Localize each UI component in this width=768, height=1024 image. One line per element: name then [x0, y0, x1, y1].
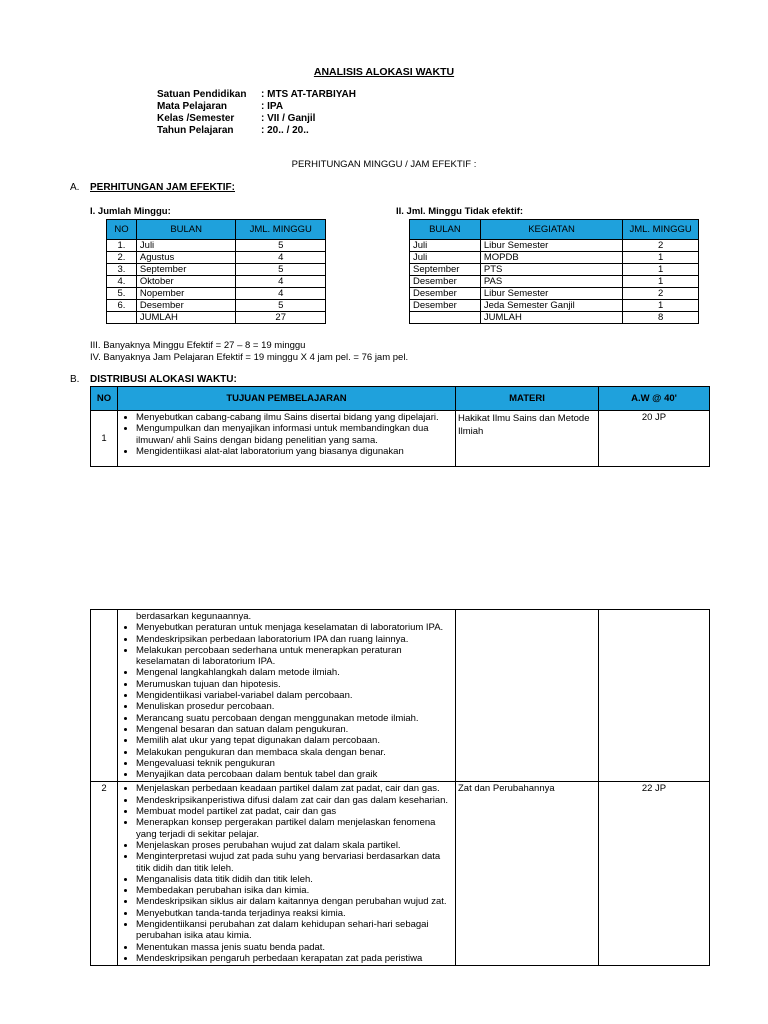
table-row: [107, 288, 326, 300]
jumlah-minggu-table: [106, 219, 326, 324]
note-jam-efektif: IV. Banyaknya Jam Pelajaran Efektif = 19 minggu X 4 jam pel. = 76 jam pel.: [90, 351, 409, 363]
meta-key: Tahun Pelajaran: [157, 125, 234, 136]
meta-row: [157, 113, 356, 125]
list-item: • Mengenal besaran dan satuan dalam pengukuran.: [136, 724, 453, 735]
table-cell: Desember: [410, 288, 481, 300]
meta-value: : 20.. / 20..: [261, 125, 309, 136]
list-item: • Membedakan perubahan isika dan kimia.: [136, 885, 453, 896]
list-item: • Menuliskan prosedur percobaan.: [136, 701, 453, 712]
total-value: 8: [623, 312, 699, 324]
table-cell: Libur Semester: [480, 288, 622, 300]
list-item: • Mengidentiikasi alat-alat laboratorium yang biasanya digunakan: [136, 446, 453, 457]
meta-value: : IPA: [261, 101, 284, 112]
total-label: JUMLAH: [480, 312, 622, 324]
table-cell: 4: [236, 288, 326, 300]
list-item: • Mengidentiikansi perubahan zat dalam kehidupan sehari-hari sebagai perubahan isika atau kimia.: [136, 919, 453, 942]
table-cell: Desember: [410, 300, 481, 312]
table2-label: II. Jml. Minggu Tidak efektif:: [396, 206, 524, 217]
section-title: PERHITUNGAN JAM EFEKTIF:: [90, 182, 235, 193]
table-row: [410, 300, 699, 312]
total-label: JUMLAH: [136, 312, 236, 324]
col-header: BULAN: [136, 220, 236, 240]
col-header: BULAN: [410, 220, 481, 240]
table-row: [91, 610, 710, 782]
table-cell: 5: [236, 264, 326, 276]
table-row: [107, 300, 326, 312]
table-cell: 5: [236, 300, 326, 312]
table-cell: Desember: [410, 276, 481, 288]
col-header: JML. MINGGU: [623, 220, 699, 240]
col-header-aw: A.W @ 40': [599, 387, 710, 411]
distribusi-table-part1: [90, 386, 710, 467]
section-letter: A.: [70, 182, 80, 193]
table-row: [410, 288, 699, 300]
list-item: • Menyajikan data percobaan dalam bentuk tabel dan graik: [136, 769, 453, 780]
list-item: • Menjelaskan perbedaan keadaan partikel dalam zat padat, cair dan gas.: [136, 783, 453, 794]
list-item: • Mendeskripsikan perbedaan laboratorium IPA dan ruang lainnya.: [136, 634, 453, 645]
list-item: • Mengenal langkahlangkah dalam metode ilmiah.: [136, 667, 453, 678]
meta-row: [157, 101, 356, 113]
table-cell: September: [136, 264, 236, 276]
table-cell: Agustus: [136, 252, 236, 264]
list-item: • Menentukan massa jenis suatu benda padat.: [136, 942, 453, 953]
list-item: • Menganalisis data titik didih dan titik leleh.: [136, 874, 453, 885]
table-cell: [107, 312, 137, 324]
table-row: [107, 240, 326, 252]
table-cell: 2: [623, 240, 699, 252]
tujuan-cell: [118, 411, 456, 467]
table-cell: 3.: [107, 264, 137, 276]
tujuan-cell: [118, 782, 456, 966]
table-row: [91, 782, 710, 966]
table-cell: Juli: [136, 240, 236, 252]
table-cell: 2.: [107, 252, 137, 264]
materi-cell: [456, 610, 599, 782]
total-value: 27: [236, 312, 326, 324]
page-title: ANALISIS ALOKASI WAKTU: [313, 66, 455, 78]
note-minggu-efektif: III. Banyaknya Minggu Efektif = 27 – 8 = 19 minggu: [90, 340, 306, 351]
list-item: • Menyebutkan tanda-tanda terjadinya reaksi kimia.: [136, 908, 453, 919]
section-b-heading: [70, 374, 237, 385]
table1-label: I. Jumlah Minggu:: [90, 206, 171, 217]
tujuan-cell: [118, 610, 456, 782]
table-cell: Nopember: [136, 288, 236, 300]
col-header-materi: MATERI: [456, 387, 599, 411]
table-cell: Jeda Semester Ganjil: [480, 300, 622, 312]
meta-key: Mata Pelajaran: [157, 101, 228, 112]
row-number: 2: [91, 782, 118, 966]
meta-value: : VII / Ganjil: [261, 113, 316, 124]
list-item: • Mendeskripsikanperistiwa difusi dalam zat cair dan gas dalam keseharian.: [136, 795, 453, 806]
table-row: [107, 252, 326, 264]
table-cell: Juli: [410, 252, 481, 264]
list-item: • Mengevaluasi teknik pengukuran: [136, 758, 453, 769]
meta-value: : MTS AT-TARBIYAH: [261, 89, 356, 100]
subheading: PERHITUNGAN MINGGU / JAM EFEKTIF :: [291, 159, 477, 170]
table-row: [410, 264, 699, 276]
list-item: • Menyebutkan cabang-cabang ilmu Sains disertai bidang yang dipelajari.: [136, 412, 453, 423]
materi-cell: Zat dan Perubahannya: [456, 782, 599, 966]
meta-row: [157, 125, 356, 137]
table-cell: 4: [236, 276, 326, 288]
col-header-tujuan: TUJUAN PEMBELAJARAN: [118, 387, 456, 411]
col-header: JML. MINGGU: [236, 220, 326, 240]
section-title: DISTRIBUSI ALOKASI WAKTU:: [90, 374, 237, 385]
table-cell: [410, 312, 481, 324]
aw-cell: 20 JP: [599, 411, 710, 467]
meta-row: [157, 89, 356, 101]
section-letter: B.: [70, 374, 80, 385]
table-row: [410, 240, 699, 252]
total-row: [410, 312, 699, 324]
list-item: • Memilih alat ukur yang tepat digunakan dalam percobaan.: [136, 735, 453, 746]
list-item: • Mendeskripsikan pengaruh perbedaan kerapatan zat pada peristiwa: [136, 953, 453, 964]
row-number: 1: [91, 411, 118, 467]
table-cell: 6.: [107, 300, 137, 312]
list-item: • Membuat model partikel zat padat, cair dan gas: [136, 806, 453, 817]
list-item: • Menginterpretasi wujud zat pada suhu yang bervariasi berdasarkan data titik didih dan titik leleh.: [136, 851, 453, 874]
list-item: • Merancang suatu percobaan dengan menggunakan metode ilmiah.: [136, 713, 453, 724]
table-cell: PTS: [480, 264, 622, 276]
row-number: [91, 610, 118, 782]
list-item: • Mengumpulkan dan menyajikan informasi untuk membandingkan dua ilmuwan/ ahli Sains dengan bidang penelitian yang sama.: [136, 423, 453, 446]
table-cell: 1: [623, 252, 699, 264]
table-cell: PAS: [480, 276, 622, 288]
table-row: [410, 276, 699, 288]
table-cell: 1.: [107, 240, 137, 252]
identity-block: [157, 89, 356, 137]
table-row: [410, 252, 699, 264]
table-cell: 1: [623, 264, 699, 276]
table-cell: MOPDB: [480, 252, 622, 264]
meta-key: Satuan Pendidikan: [157, 89, 247, 100]
table-row: [91, 411, 710, 467]
list-item: • Melakukan pengukuran dan membaca skala dengan benar.: [136, 747, 453, 758]
table-cell: 5.: [107, 288, 137, 300]
list-item: • Merumuskan tujuan dan hipotesis.: [136, 679, 453, 690]
table-row: [107, 276, 326, 288]
table-cell: 1: [623, 276, 699, 288]
table-cell: 4.: [107, 276, 137, 288]
materi-cell: Hakikat Ilmu Sains dan Metode Ilmiah: [456, 411, 599, 467]
notes: [90, 340, 408, 363]
table-cell: Oktober: [136, 276, 236, 288]
col-header: NO: [107, 220, 137, 240]
table-row: [107, 264, 326, 276]
table-cell: Libur Semester: [480, 240, 622, 252]
list-item: • Mendeskripsikan siklus air dalam kaitannya dengan perubahan wujud zat.: [136, 896, 453, 907]
list-item: berdasarkan kegunaannya.: [136, 611, 252, 622]
list-item: • Menyebutkan peraturan untuk menjaga keselamatan di laboratorium IPA.: [136, 622, 453, 633]
col-header: KEGIATAN: [480, 220, 622, 240]
distribusi-table-part2: [90, 609, 710, 966]
list-item: • Menerapkan konsep pergerakan partikel dalam menjelaskan fenomena yang terjadi di sekitar pelajar.: [136, 817, 453, 840]
table-cell: Desember: [136, 300, 236, 312]
total-row: [107, 312, 326, 324]
table-cell: 4: [236, 252, 326, 264]
table-cell: 1: [623, 300, 699, 312]
table-cell: 2: [623, 288, 699, 300]
meta-key: Kelas /Semester: [157, 113, 235, 124]
table-cell: September: [410, 264, 481, 276]
list-item: • Melakukan percobaan sederhana untuk menerapkan peraturan keselamatan di laboratorium IPA.: [136, 645, 453, 668]
table-cell: Juli: [410, 240, 481, 252]
list-item: • Menjelaskan proses perubahan wujud zat dalam skala partikel.: [136, 840, 453, 851]
aw-cell: 22 JP: [599, 782, 710, 966]
section-a-heading: [70, 182, 235, 193]
col-header-no: NO: [91, 387, 118, 411]
minggu-tidak-efektif-table: [409, 219, 699, 324]
list-item: • Mengidentiikasi variabel-variabel dalam percobaan.: [136, 690, 453, 701]
aw-cell: [599, 610, 710, 782]
table-cell: 5: [236, 240, 326, 252]
